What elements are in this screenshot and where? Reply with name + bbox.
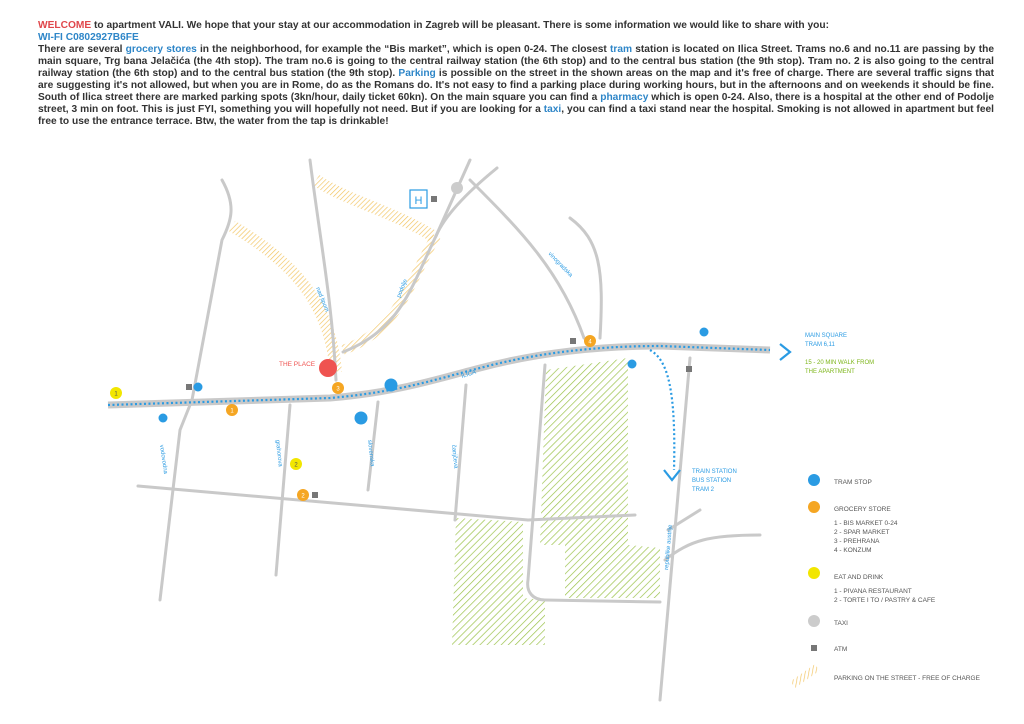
- welcome-word: WELCOME: [38, 20, 92, 31]
- tram-route-south: [650, 350, 674, 470]
- tram-stop-icon: [194, 383, 203, 392]
- atm-icon: [186, 384, 192, 390]
- taxi-highlight: taxi: [543, 104, 562, 115]
- street-label-vodovodna: vodovodna: [158, 444, 169, 475]
- grocery-icon: [808, 501, 820, 513]
- legend-eat-item: 1 - PIVANA RESTAURANT: [834, 588, 912, 595]
- legend-grocery-item: 2 - SPAR MARKET: [834, 529, 890, 536]
- the-place-label: THE PLACE: [279, 361, 316, 368]
- street-label-podolje: podolje: [396, 278, 410, 299]
- grocery-number: 3: [336, 386, 340, 393]
- legend-grocery: GROCERY STORE: [834, 506, 891, 513]
- atm-icon: [811, 645, 817, 651]
- tram-2-label: TRAM 2: [692, 487, 715, 493]
- train-station-label: TRAIN STATION: [692, 469, 737, 475]
- bus-station-label: BUS STATION: [692, 478, 732, 484]
- street-label-vinogradska: vinogradska: [546, 251, 574, 279]
- legend-grocery-item: 1 - BIS MARKET 0-24: [834, 520, 898, 527]
- street-label-zanjeva: čanjčeva: [450, 444, 459, 469]
- taxi-stand-icon: [451, 182, 463, 194]
- legend-eat-item: 2 - TORTE I TO / PASTRY & CAFE: [834, 597, 936, 604]
- grocery-number: 1: [230, 408, 234, 415]
- legend-grocery-item: 3 - PREHRANA: [834, 538, 880, 545]
- arrow-south-icon: [664, 470, 680, 480]
- tram-stop-icon: [628, 360, 637, 369]
- wifi-password: WI-FI C0802927B6FE: [38, 32, 139, 43]
- tram-stop-icon: [355, 412, 368, 425]
- parking-strip-podolje: [343, 236, 436, 350]
- legend-grocery-item: 4 - KONZUM: [834, 547, 872, 554]
- tram-stop-icon: [700, 328, 709, 337]
- parking-highlight: Parking: [398, 68, 436, 79]
- main-square-tram-label: TRAM 6,11: [805, 342, 835, 348]
- street-label-ilica: ILICA: [460, 369, 477, 380]
- hospital-label: H: [414, 195, 423, 207]
- atm-icon: [312, 492, 318, 498]
- map-legend: [790, 474, 980, 688]
- street-label-nad-lipom: nad lipom: [314, 286, 330, 313]
- grocery-highlight: grocery stores: [125, 44, 197, 55]
- street-network: [138, 160, 760, 700]
- grocery-number: 4: [588, 339, 592, 346]
- atm-icon: [686, 366, 692, 372]
- walk-time-label-2: THE APARTMENT: [805, 369, 855, 375]
- eat-drink-icon: [808, 567, 820, 579]
- welcome-text: to apartment VALI. We hope that your stay at our accommodation in Zagreb will be pleasant. There is some information we would like to share with you:: [91, 20, 829, 31]
- grocery-number: 2: [301, 493, 305, 500]
- atm-icon: [570, 338, 576, 344]
- legend-parking: PARKING ON THE STREET - FREE OF CHARGE: [834, 675, 980, 682]
- walk-time-label: 15 - 20 MIN WALK FROM: [805, 360, 875, 366]
- info-paragraph: There are several grocery stores in the neighborhood, for example the “Bis market”, which is open 0-24. The closest tram station is located on Ilica Street. Trams no.6 and no.11 are passing by the main square, Trg bana Jelačića (the 4th stop). The tram no.6 is going to the central railway station (the 6th stop) and to the central bus station (the 9th stop). Tram no. 2 is also going to the central railway station (the 6th stop) and to the central bus station (the 9th stop). Parking is possible on the street in the shown areas on the map and it's free of charge. There are several traffic signs that are suggesting it's not allowed, but when you are in Rome, do as the Romans do. It's not easy to find a parking place during working hours, but in the afternoons and on weekends it should be fine. South of Ilica street there are marked parking spots (3kn/hour, daily ticket 60kn). On the main square you can find a pharmacy which is open 0-24. Also, there is a hospital at the other end of Podolje street, 3 min on foot. This is just FYI, something you will hopefully not need. But if you are looking for a taxi, you can find a taxi stand near the hospital. Smoking is not allowed in apartment but feel free to use the entrance terrace. Btw, the water from the tap is drinkable!: [38, 44, 995, 127]
- tram-stop-icon: [385, 379, 398, 392]
- eat-drink-number: 2: [294, 462, 298, 469]
- street-label-grahorova: grahorova: [274, 439, 283, 468]
- tram-highlight: tram: [609, 44, 633, 55]
- street-label-slovenska: slovenska: [366, 439, 375, 467]
- green-area-1: [540, 358, 660, 598]
- legend-atm: ATM: [834, 646, 848, 653]
- tram-stop-icon: [159, 414, 168, 423]
- street-label-republike-austrije: republike austrije: [664, 524, 674, 571]
- pharmacy-highlight: pharmacy: [600, 92, 649, 103]
- taxi-icon: [808, 615, 820, 627]
- ilica-street: [108, 346, 770, 405]
- legend-tram-stop: TRAM STOP: [834, 479, 872, 486]
- eat-drink-number: 1: [114, 391, 118, 398]
- legend-eat-drink: EAT AND DRINK: [834, 574, 884, 581]
- parking-icon: [790, 664, 819, 688]
- legend-taxi: TAXI: [834, 620, 848, 627]
- atm-icon: [431, 196, 437, 202]
- main-square-label: MAIN SQUARE: [805, 333, 848, 339]
- arrow-east-icon: [780, 344, 790, 360]
- tram-stop-icon: [808, 474, 820, 486]
- the-place-marker: [319, 359, 337, 377]
